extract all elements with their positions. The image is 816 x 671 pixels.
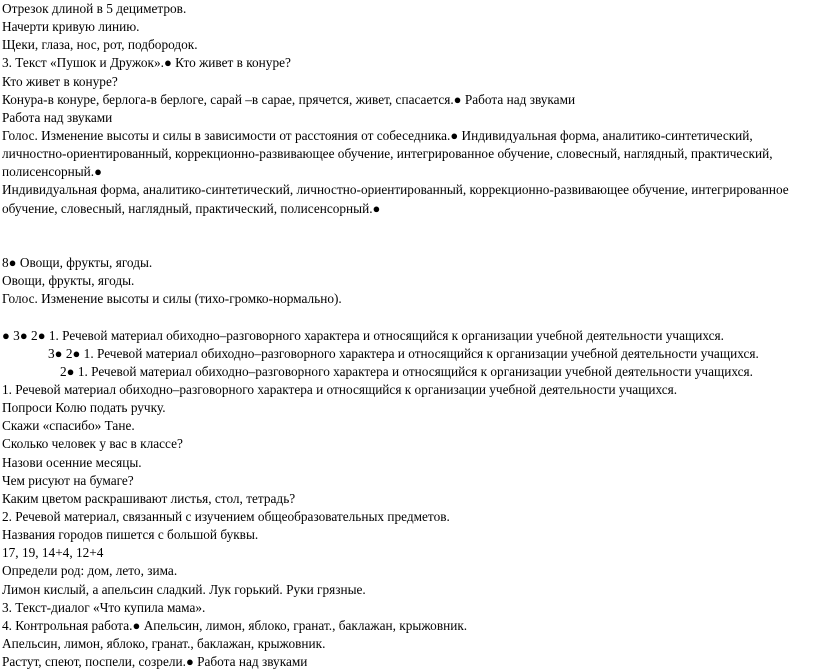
bullet-icon: ●: [185, 654, 194, 670]
text-line: [2, 562, 812, 580]
bullet-icon: ●: [8, 254, 17, 270]
text-run: 3: [48, 345, 55, 361]
blank-line: [2, 218, 812, 236]
bullet-icon: ●: [19, 327, 28, 343]
text-line: [2, 127, 812, 145]
bullet-icon: ●: [450, 127, 459, 143]
text-line: [2, 163, 812, 181]
text-run: Каким цветом раскрашивают листья, стол, тетрадь?: [2, 490, 296, 506]
text-line: [2, 0, 812, 18]
text-run: 2. Речевой материал, связанный с изучением общеобразовательных предметов.: [2, 508, 450, 524]
text-line: [2, 472, 812, 490]
text-line: [2, 109, 812, 127]
bullet-icon: ●: [66, 363, 75, 379]
text-run: Попроси Колю подать ручку.: [2, 400, 166, 416]
text-run: 3. Текст «Пушок и Дружок».: [2, 55, 164, 71]
text-run: 3. Текст-диалог «Что купила мама».: [2, 599, 206, 615]
text-run: Апельсин, лимон, яблоко, гранат., баклажан, крыжовник.: [140, 617, 468, 633]
text-line: [2, 381, 812, 399]
text-line: [2, 508, 812, 526]
text-run: полисенсорный.: [2, 164, 95, 180]
text-run: Овощи, фрукты, ягоды.: [16, 254, 153, 270]
text-run: Конура-в конуре, берлога-в берлоге, сарай –в сарае, прячется, живет, спасается.: [2, 91, 454, 107]
bullet-icon: ●: [72, 345, 81, 361]
text-run: 1. Речевой материал обиходно–разговорного характера и относящийся к организации учебной деятельности учащихся.: [45, 327, 724, 343]
text-line: [2, 54, 812, 72]
text-run: Начерти кривую линию.: [2, 19, 140, 35]
text-line: [2, 399, 812, 417]
text-line: [2, 18, 812, 36]
text-line: [2, 272, 812, 290]
text-run: обучение, словесный, наглядный, практический, полисенсорный.: [2, 200, 373, 216]
text-run: 2: [62, 345, 73, 361]
bullet-icon: ●: [132, 617, 141, 633]
text-line: [2, 454, 812, 472]
text-run: 4. Контрольная работа.: [2, 617, 133, 633]
text-line: [2, 617, 812, 635]
text-run: 2: [27, 327, 38, 343]
text-line: [2, 290, 812, 308]
text-run: 2: [60, 363, 67, 379]
bullet-icon: ●: [2, 327, 10, 343]
text-run: 1. Речевой материал обиходно–разговорного характера и относящийся к организации учебной деятельности учащихся.: [74, 363, 753, 379]
text-run: Голос. Изменение высоты и силы в зависимости от расстояния от собеседника.: [2, 127, 451, 143]
text-line: [2, 599, 812, 617]
text-line: [2, 526, 812, 544]
text-run: Отрезок длиной в 5 дециметров.: [2, 1, 187, 16]
text-line: [2, 36, 812, 54]
bullet-icon: ●: [453, 91, 462, 107]
text-run: Сколько человек у вас в классе?: [2, 436, 183, 452]
blank-line: [2, 236, 812, 254]
text-run: Определи род: дом, лето, зима.: [2, 563, 178, 579]
text-line: [2, 254, 812, 272]
text-line: [2, 145, 812, 163]
text-run: Овощи, фрукты, ягоды.: [2, 273, 135, 289]
text-run: Назови осенние месяцы.: [2, 454, 142, 470]
text-line: [2, 435, 812, 453]
text-run: 1. Речевой материал обиходно–разговорного характера и относящийся к организации учебной деятельности учащихся.: [2, 381, 678, 397]
text-run: Индивидуальная форма, аналитико-синтетический,: [458, 127, 753, 143]
text-run: Работа над звуками: [461, 91, 576, 107]
text-line: [2, 581, 812, 599]
text-line: [2, 345, 812, 363]
text-line: [2, 417, 812, 435]
text-line: [2, 327, 812, 345]
text-run: 17, 19, 14+4, 12+4: [2, 545, 104, 561]
text-line: [2, 181, 812, 199]
bullet-icon: ●: [37, 327, 46, 343]
bullet-icon: ●: [54, 345, 63, 361]
text-line: [2, 544, 812, 562]
blank-line: [2, 308, 812, 326]
text-line: [2, 363, 812, 381]
text-run: Кто живет в конуре?: [171, 55, 291, 71]
text-run: Чем рисуют на бумаге?: [2, 472, 134, 488]
text-run: Кто живет в конуре?: [2, 73, 118, 89]
text-line: [2, 200, 812, 218]
bullet-icon: ●: [163, 55, 172, 71]
text-line: [2, 73, 812, 91]
text-run: 1. Речевой материал обиходно–разговорного характера и относящийся к организации учебной деятельности учащихся.: [80, 345, 759, 361]
text-run: Работа над звуками: [2, 109, 113, 125]
text-run: Щеки, глаза, нос, рот, подбородок.: [2, 37, 198, 53]
text-run: Голос. Изменение высоты и силы (тихо-громко-нормально).: [2, 291, 342, 307]
text-run: Растут, спеют, поспели, созрели.: [2, 654, 186, 670]
text-line: [2, 635, 812, 653]
bullet-icon: ●: [94, 164, 102, 180]
text-run: Скажи «спасибо» Тане.: [2, 418, 135, 434]
text-run: личностно-ориентированный, коррекционно-развивающее обучение, интегрированное обучение, словесный, наглядный, практический,: [2, 146, 773, 162]
text-run: Индивидуальная форма, аналитико-синтетический, личностно-ориентированный, коррекционно-развивающее обучение, интегрированное: [2, 182, 789, 198]
text-run: Лимон кислый, а апельсин сладкий. Лук горький. Руки грязные.: [2, 581, 366, 597]
text-run: 3: [9, 327, 20, 343]
text-run: 8: [2, 254, 9, 270]
text-line: [2, 653, 812, 671]
text-line: [2, 490, 812, 508]
text-line: [2, 91, 812, 109]
bullet-icon: ●: [372, 200, 381, 216]
text-run: Апельсин, лимон, яблоко, гранат., баклажан, крыжовник.: [2, 635, 326, 651]
text-run: Работа над звуками: [193, 654, 308, 670]
text-run: Названия городов пишется с большой буквы.: [2, 527, 259, 543]
